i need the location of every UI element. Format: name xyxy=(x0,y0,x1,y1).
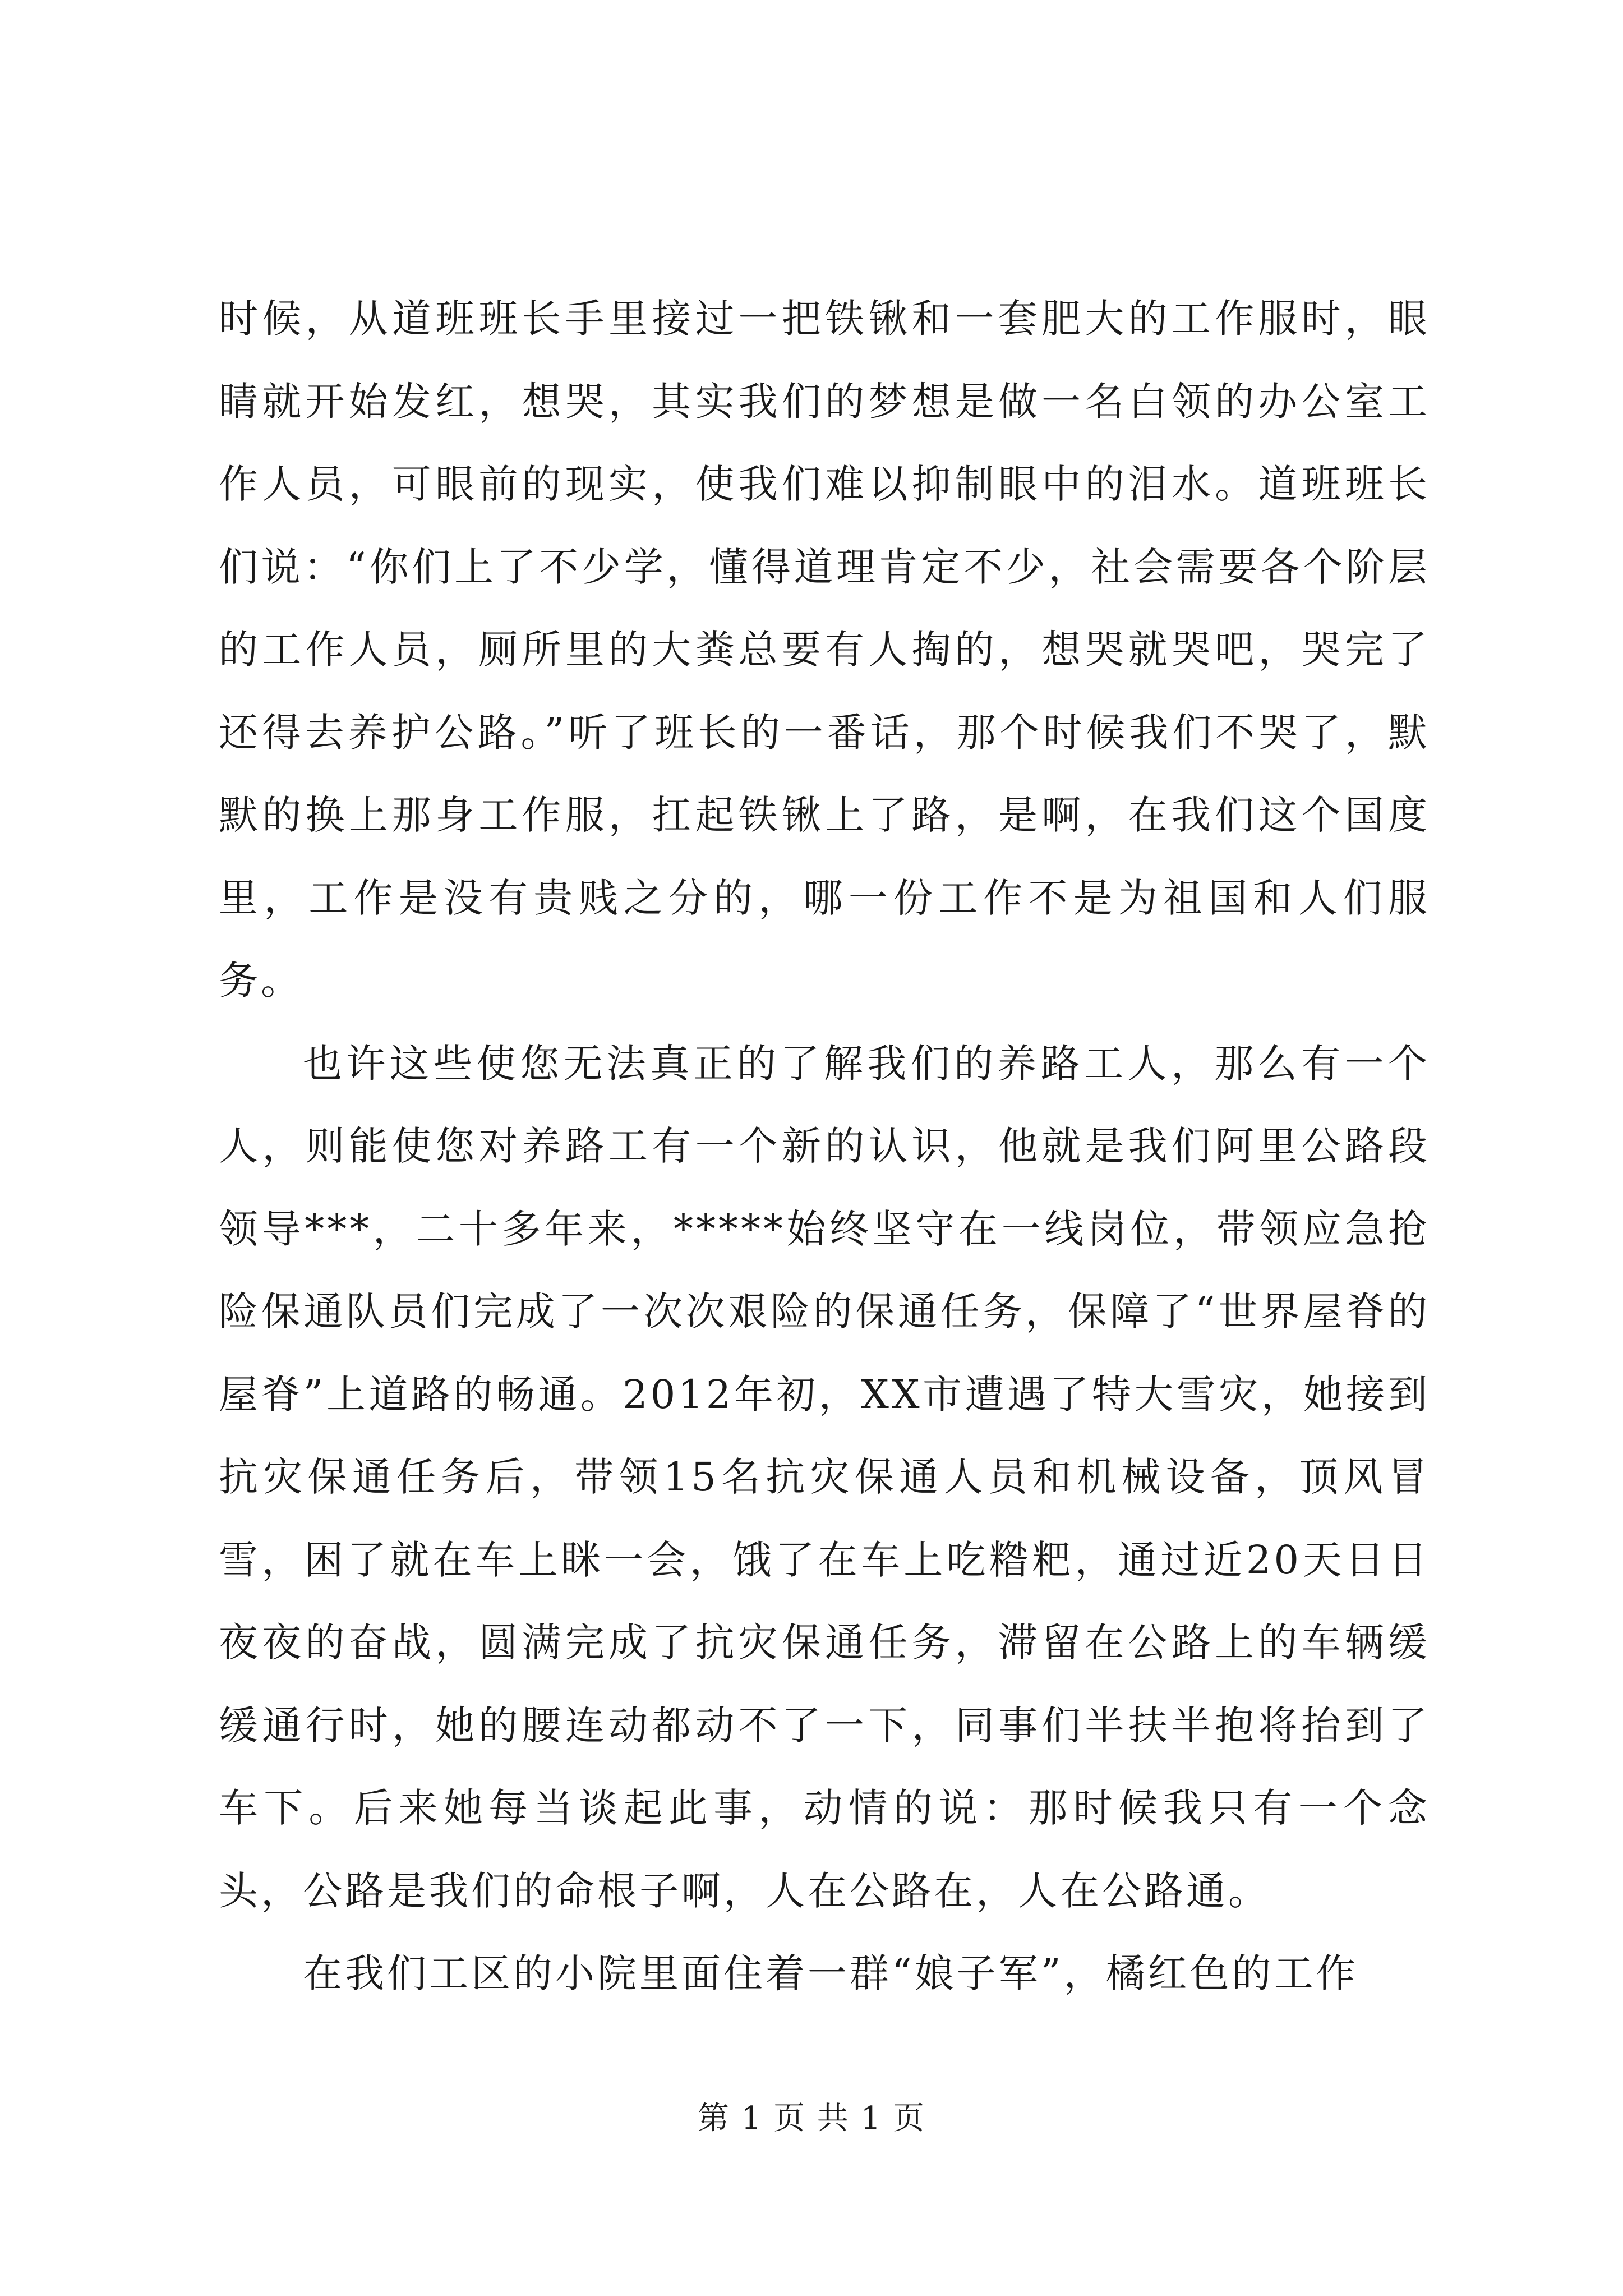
paragraph: 也许这些使您无法真正的了解我们的养路工人，那么有一个人，则能使您对养路工有一个新的认识，他就是我们阿里公路段领导***，二十多年来，*****始终坚守在一线岗位，带领应急抢险保通队员们完成了一次次艰险的保通任务，保障了“世界屋脊的屋脊”上道路的畅通。2012年初，XX市遭遇了特大雪灾，她接到抗灾保通任务后，带领15名抗灾保通人员和机械设备，顶风冒雪，困了就在车上眯一会，饿了在车上吃糌粑，通过近20天日日夜夜的奋战，圆满完成了抗灾保通任务，滞留在公路上的车辆缓缓通行时，她的腰连动都动不了一下，同事们半扶半抱将抬到了车下。后来她每当谈起此事，动情的说：那时候我只有一个念头，公路是我们的命根子啊，人在公路在，人在公路通。 xyxy=(219,1040,1430,1914)
paragraph: 时候，从道班班长手里接过一把铁锹和一套肥大的工作服时，眼睛就开始发红，想哭，其实我们的梦想是做一名白领的办公室工作人员，可眼前的现实，使我们难以抑制眼中的泪水。道班班长们说：“你们上了不少学，懂得道理肯定不少，社会需要各个阶层的工作人员，厕所里的大粪总要有人掏的，想哭就哭吧，哭完了还得去养护公路。”听了班长的一番话，那个时候我们不哭了，默默的换上那身工作服，扛起铁锹上了路，是啊，在我们这个国度里，工作是没有贵贱之分的，哪一份工作不是为祖国和人们服务。 xyxy=(219,296,1430,1004)
page-footer: 第 1 页 共 1 页 xyxy=(697,2100,926,2137)
paragraph: 在我们工区的小院里面住着一群“娘子军”，橘红色的工作 xyxy=(303,1950,1358,1996)
document-body xyxy=(219,278,1430,2016)
